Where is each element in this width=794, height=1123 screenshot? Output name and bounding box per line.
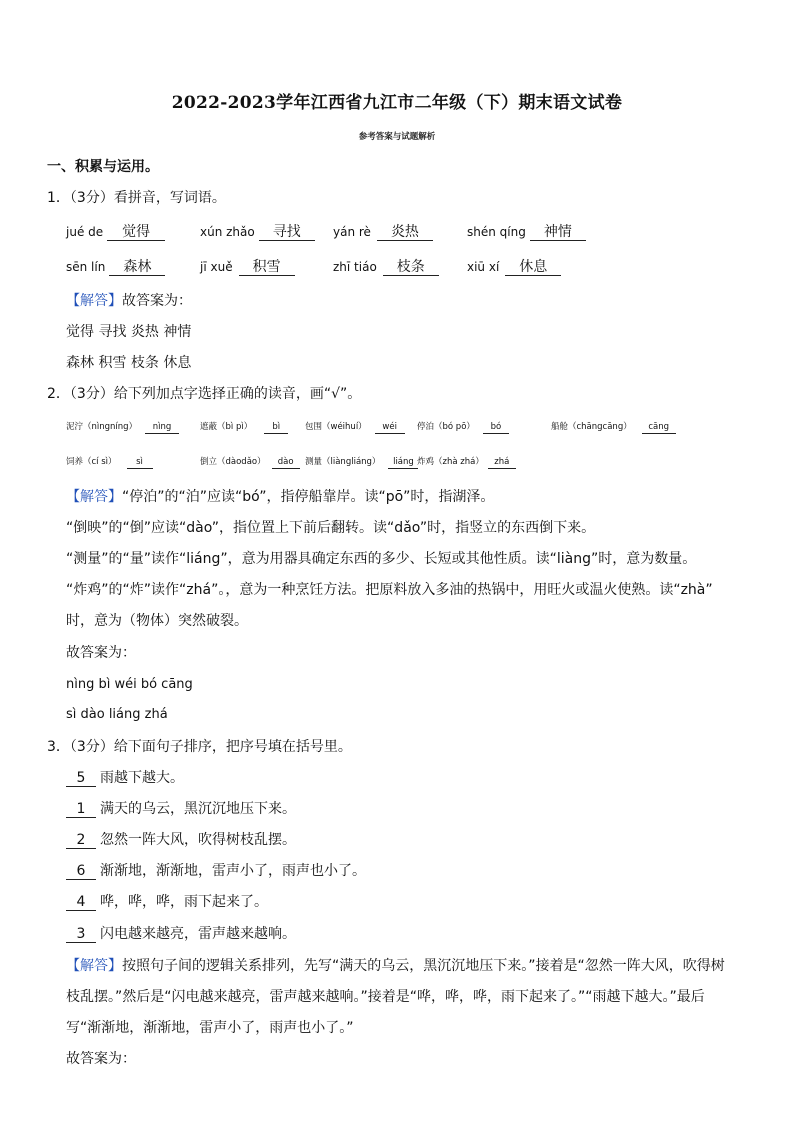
q1-row1-item3 xyxy=(333,223,433,241)
q1-row2-item2 xyxy=(200,258,295,276)
q1-pinyin: zhī tiáo xyxy=(333,260,377,274)
page-subtitle: 参考答案与试题解析 xyxy=(358,132,436,142)
q2-row1-item3 xyxy=(305,421,405,434)
q2-option: 遮蔽（bì pì） xyxy=(200,422,253,432)
q2-row2-item3 xyxy=(305,456,418,469)
q2-answer-line-2: sì dào liáng zhá xyxy=(66,707,168,722)
q3-item xyxy=(66,862,366,880)
solution-tag: 【解答】 xyxy=(66,489,122,505)
q3-explanation-3: 写“渐渐地，渐渐地，雷声小了，雨声也小了。” xyxy=(66,1020,354,1036)
page-title: 2022-2023学年江西省九江市二年级（下）期末语文试卷 xyxy=(171,93,623,113)
q3-order-blank: 3 xyxy=(66,926,96,943)
q1-row2-item3 xyxy=(333,258,439,276)
q2-explanation-2: “倒映”的“倒”应读“dào”，指位置上下前后翻转。读“dǎo”时，指竖立的东西倒下来。 xyxy=(66,520,596,536)
q1-answer-blank: 神情 xyxy=(530,224,586,241)
q3-sentence: 忽然一阵大风，吹得树枝乱摆。 xyxy=(100,832,296,848)
q3-order-blank: 1 xyxy=(66,801,96,818)
q3-sentence: 渐渐地，渐渐地，雷声小了，雨声也小了。 xyxy=(100,863,366,879)
q2-option: 泥泞（nìngníng） xyxy=(66,422,138,432)
q3-order-blank: 4 xyxy=(66,894,96,911)
q2-row1-item1 xyxy=(66,421,179,434)
solution-text: 故答案为： xyxy=(122,293,192,309)
solution-tag: 【解答】 xyxy=(66,958,122,974)
q1-answer-blank: 积雪 xyxy=(239,259,295,276)
q2-explanation-4: “炸鸡”的“炸”读作“zhá”。，意为一种烹饪方法。把原料放入多油的热锅中，用旺火或温火使熟。读“zhà” xyxy=(66,582,713,598)
q2-option: 炸鸡（zhà zhá） xyxy=(417,457,484,467)
q2-answer-blank: zhá xyxy=(488,456,516,469)
q2-stem: 2．（3分）给下列加点字选择正确的读音，画“√”。 xyxy=(47,386,362,402)
q2-answer-blank: bó xyxy=(483,421,509,434)
q1-answer-blank: 觉得 xyxy=(107,224,165,241)
q2-row1-item4 xyxy=(417,421,509,434)
q2-answer-blank: bì xyxy=(264,421,288,434)
q3-order-blank: 2 xyxy=(66,832,96,849)
q2-option: 停泊（bó pō） xyxy=(417,422,475,432)
q3-sentence: 闪电越来越亮，雷声越来越响。 xyxy=(100,926,296,942)
q1-row1-item4 xyxy=(467,223,586,241)
q2-option: 测量（liàngliáng） xyxy=(305,457,381,467)
q2-row2-item4 xyxy=(417,456,516,469)
q1-answer-blank: 森林 xyxy=(109,259,165,276)
q1-pinyin: jī xuě xyxy=(200,260,233,274)
q1-row1-item2 xyxy=(200,223,315,241)
q1-answer-line-1: 觉得 寻找 炎热 神情 xyxy=(66,324,192,340)
q2-answer-blank: liáng xyxy=(388,456,418,469)
q2-explanation-3: “测量”的“量”读作“liáng”，意为用器具确定东西的多少、长短或其他性质。读“liàng”时，意为数量。 xyxy=(66,551,697,567)
q1-row1 xyxy=(66,223,165,241)
q2-option: 船舱（chāngcāng） xyxy=(551,422,632,432)
q2-answer-blank: nìng xyxy=(145,421,179,434)
q1-stem: 1．（3分）看拼音，写词语。 xyxy=(47,190,226,206)
solution-tag: 【解答】 xyxy=(66,293,122,309)
q2-answer-blank: cāng xyxy=(642,421,676,434)
q1-solution xyxy=(66,292,192,310)
q1-answer-blank: 休息 xyxy=(505,259,561,276)
solution-text: 按照句子间的逻辑关系排列，先写“满天的乌云，黑沉沉地压下来。”接着是“忽然一阵大风，吹得树 xyxy=(122,958,725,974)
solution-text: “停泊”的“泊”应读“bó”，指停船靠岸。读“pō”时，指湖泽。 xyxy=(122,489,495,505)
q3-sentence: 雨越下越大。 xyxy=(100,770,184,786)
q2-row1-item2 xyxy=(200,421,288,434)
q1-pinyin: shén qíng xyxy=(467,225,526,239)
q1-pinyin: jué de xyxy=(66,225,104,239)
q2-answer-blank: sì xyxy=(127,456,153,469)
q1-answer-line-2: 森林 积雪 枝条 休息 xyxy=(66,355,192,371)
q3-order-blank: 5 xyxy=(66,770,96,787)
q2-answer-blank: dào xyxy=(272,456,300,469)
q3-item xyxy=(66,831,296,849)
q2-option: 饲养（cí sì） xyxy=(66,457,117,467)
q3-item xyxy=(66,769,184,787)
q1-pinyin: sēn lín xyxy=(66,260,106,274)
q1-pinyin: xún zhǎo xyxy=(200,225,255,239)
q2-answer-line-1: nìng bì wéi bó cāng xyxy=(66,677,193,692)
q2-option: 包围（wéihuí） xyxy=(305,422,367,432)
q3-item xyxy=(66,893,268,911)
q2-row2-item2 xyxy=(200,456,300,469)
q1-row2-item4 xyxy=(467,258,561,276)
q2-answer-blank: wéi xyxy=(375,421,405,434)
q1-answer-blank: 炎热 xyxy=(377,224,433,241)
q2-explanation-5: 时，意为（物体）突然破裂。 xyxy=(66,613,248,629)
q2-row2-item1 xyxy=(66,456,153,469)
q2-solution xyxy=(66,488,494,506)
q1-pinyin: xiū xí xyxy=(467,260,500,274)
q2-row1-item5 xyxy=(551,421,676,434)
q3-item xyxy=(66,925,296,943)
q3-stem: 3．（3分）给下面句子排序，把序号填在括号里。 xyxy=(47,739,352,755)
q3-explanation-2: 枝乱摆。”然后是“闪电越来越亮，雷声越来越响。”接着是“哗，哗，哗，雨下起来了。”“雨越下越大。”最后 xyxy=(66,989,705,1005)
q3-sentence: 哗，哗，哗，雨下起来了。 xyxy=(100,894,268,910)
q3-sentence: 满天的乌云，黑沉沉地压下来。 xyxy=(100,801,296,817)
q3-item xyxy=(66,800,296,818)
q3-order-blank: 6 xyxy=(66,863,96,880)
q3-solution xyxy=(66,957,725,975)
q1-pinyin: yán rè xyxy=(333,225,371,239)
section-heading: 一、积累与运用。 xyxy=(47,159,159,175)
q3-result-label: 故答案为： xyxy=(66,1051,136,1067)
q1-answer-blank: 寻找 xyxy=(259,224,315,241)
q2-option: 倒立（dàodǎo） xyxy=(200,457,266,467)
q2-result-label: 故答案为： xyxy=(66,645,136,661)
q1-row2-item1 xyxy=(66,258,165,276)
q1-answer-blank: 枝条 xyxy=(383,259,439,276)
